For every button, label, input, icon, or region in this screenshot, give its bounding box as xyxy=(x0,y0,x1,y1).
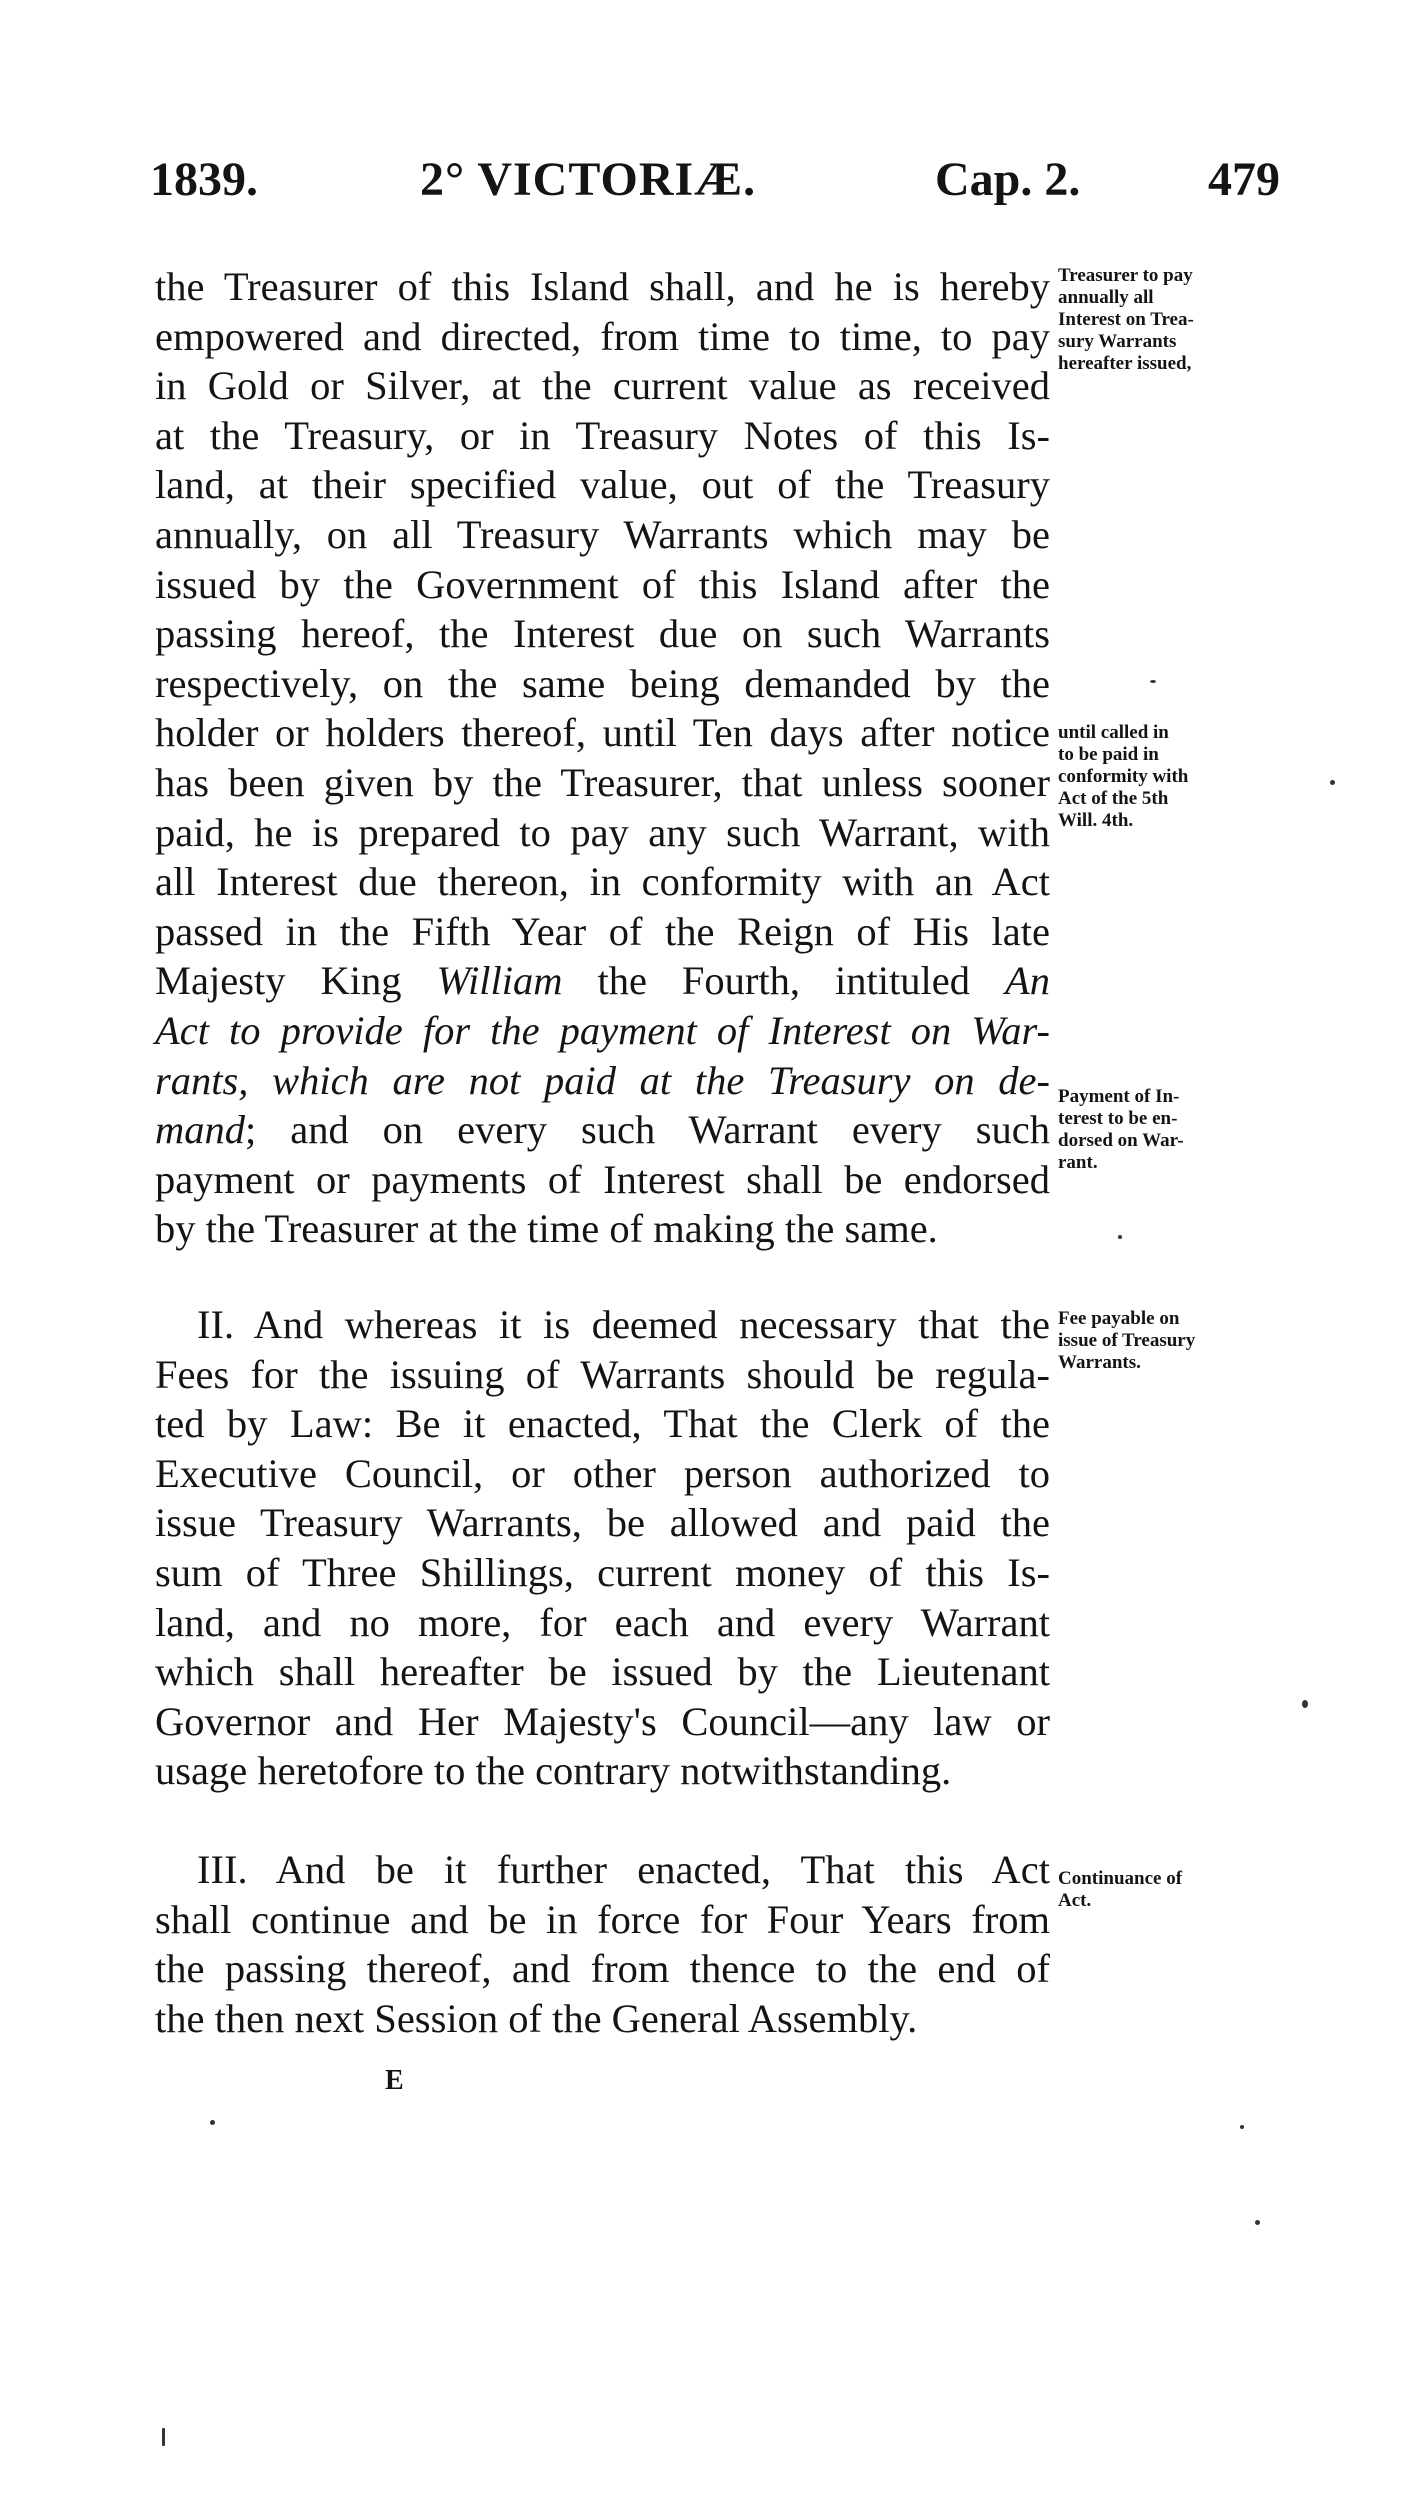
text-line: empowered and directed, from time to time, to pay xyxy=(155,313,1050,359)
marginal-note-treasurer xyxy=(1058,265,1258,375)
scan-speck xyxy=(1330,780,1335,785)
text-line: the then next Session of the General Assembly. xyxy=(155,1995,918,2041)
margin-line: terest to be en- xyxy=(1058,1108,1178,1129)
text-line: holder or holders thereof, until Ten days after notice xyxy=(155,710,1050,756)
text-line: sum of Three Shillings, current money of this Is- xyxy=(155,1549,1050,1595)
margin-line: dorsed on War- xyxy=(1058,1130,1184,1151)
italic-act-title: mand xyxy=(155,1107,245,1153)
scan-speck xyxy=(162,2428,165,2446)
signature-mark: E xyxy=(385,2065,404,2096)
margin-line: Act of the 5th xyxy=(1058,788,1169,809)
italic-act-title-line: Act to provide for the payment of Interest on War- xyxy=(155,1007,1050,1053)
text-line: Governor and Her Majesty's Council—any law or xyxy=(155,1698,1050,1744)
text-line: in Gold or Silver, at the current value as received xyxy=(155,363,1050,409)
scan-speck xyxy=(1118,1235,1122,1239)
text-line: passed in the Fifth Year of the Reign of His late xyxy=(155,908,1050,954)
scan-speck xyxy=(1150,680,1156,683)
text-run: the Fourth, intituled xyxy=(562,958,1005,1004)
marginal-note-continuance xyxy=(1058,1868,1258,1912)
header-chapter: Cap. 2. xyxy=(935,153,1081,206)
text-line: paid, he is prepared to pay any such Warrant, with xyxy=(155,809,1050,855)
text-line: Executive Council, or other person authorized to xyxy=(155,1450,1050,1496)
text-line: usage heretofore to the contrary notwithstanding. xyxy=(155,1748,952,1794)
running-header xyxy=(150,150,1280,210)
text-line: issue Treasury Warrants, be allowed and paid the xyxy=(155,1500,1050,1546)
margin-line: Interest on Trea- xyxy=(1058,309,1194,330)
text-line: which shall hereafter be issued by the Lieutenant xyxy=(155,1649,1050,1695)
margin-line: conformity with xyxy=(1058,766,1189,787)
margin-line: rant. xyxy=(1058,1152,1098,1173)
text-line: ted by Law: Be it enacted, That the Clerk of the xyxy=(155,1401,1050,1447)
scan-speck xyxy=(1240,2125,1244,2129)
text-line-act-reference xyxy=(155,956,1050,1006)
text-line: Fees for the issuing of Warrants should be regula- xyxy=(155,1351,1050,1397)
italic-act-title: An xyxy=(1005,958,1050,1004)
paragraph-3 xyxy=(155,1845,1050,2043)
page-number: 479 xyxy=(1208,153,1280,206)
margin-line: Fee payable on xyxy=(1058,1308,1180,1329)
margin-line: annually all xyxy=(1058,287,1154,308)
text-line: the passing thereof, and from thence to the end of xyxy=(155,1946,1050,1992)
text-line: passing hereof, the Interest due on such Warrants xyxy=(155,611,1050,657)
text-line: issued by the Government of this Island after the xyxy=(155,561,1050,607)
header-title: 2° VICTORIÆ. xyxy=(420,153,757,206)
text-line: payment or payments of Interest shall be endorsed xyxy=(155,1156,1050,1202)
section-heading-line: II. And whereas it is deemed necessary that the xyxy=(197,1302,1050,1347)
text-run: Majesty King xyxy=(155,958,437,1004)
text-line xyxy=(155,1105,1050,1155)
scan-speck xyxy=(1255,2220,1260,2225)
marginal-note-until-called xyxy=(1058,722,1258,832)
margin-line: until called in xyxy=(1058,722,1169,743)
margin-line: Will. 4th. xyxy=(1058,810,1134,831)
text-line: by the Treasurer at the time of making the same. xyxy=(155,1206,938,1252)
margin-line: Continuance of xyxy=(1058,1868,1183,1889)
italic-name: William xyxy=(436,958,563,1004)
margin-line: Treasurer to pay xyxy=(1058,265,1193,286)
marginal-note-payment xyxy=(1058,1086,1258,1174)
text-line: has been given by the Treasurer, that unless sooner xyxy=(155,759,1050,805)
section-heading-line: III. And be it further enacted, That this Act xyxy=(197,1847,1050,1892)
italic-act-title-line: rants, which are not paid at the Treasury on de- xyxy=(155,1057,1050,1103)
text-line: the Treasurer of this Island shall, and he is hereby xyxy=(155,264,1050,309)
header-year: 1839. xyxy=(150,153,258,206)
text-line: land, and no more, for each and every Warrant xyxy=(155,1599,1050,1645)
text-line: at the Treasury, or in Treasury Notes of this Is- xyxy=(155,412,1050,458)
text-line: shall continue and be in force for Four Years from xyxy=(155,1896,1050,1942)
margin-line: Payment of In- xyxy=(1058,1086,1180,1107)
margin-line: hereafter issued, xyxy=(1058,353,1192,374)
scan-speck xyxy=(210,2120,215,2125)
text-line: respectively, on the same being demanded by the xyxy=(155,660,1050,706)
text-line: land, at their specified value, out of the Treasury xyxy=(155,462,1050,508)
margin-line: to be paid in xyxy=(1058,744,1159,765)
text-line: all Interest due thereon, in conformity with an Act xyxy=(155,859,1050,905)
paragraph-1 xyxy=(155,262,1050,1254)
margin-line: Warrants. xyxy=(1058,1352,1141,1373)
margin-line: issue of Treasury xyxy=(1058,1330,1196,1351)
scan-speck xyxy=(1302,1700,1308,1708)
marginal-note-fee xyxy=(1058,1308,1258,1374)
paragraph-2 xyxy=(155,1300,1050,1796)
margin-line: sury Warrants xyxy=(1058,331,1177,352)
text-run: ; and on every such Warrant every such xyxy=(245,1107,1050,1153)
text-line: annually, on all Treasury Warrants which may be xyxy=(155,511,1050,557)
margin-line: Act. xyxy=(1058,1890,1092,1911)
